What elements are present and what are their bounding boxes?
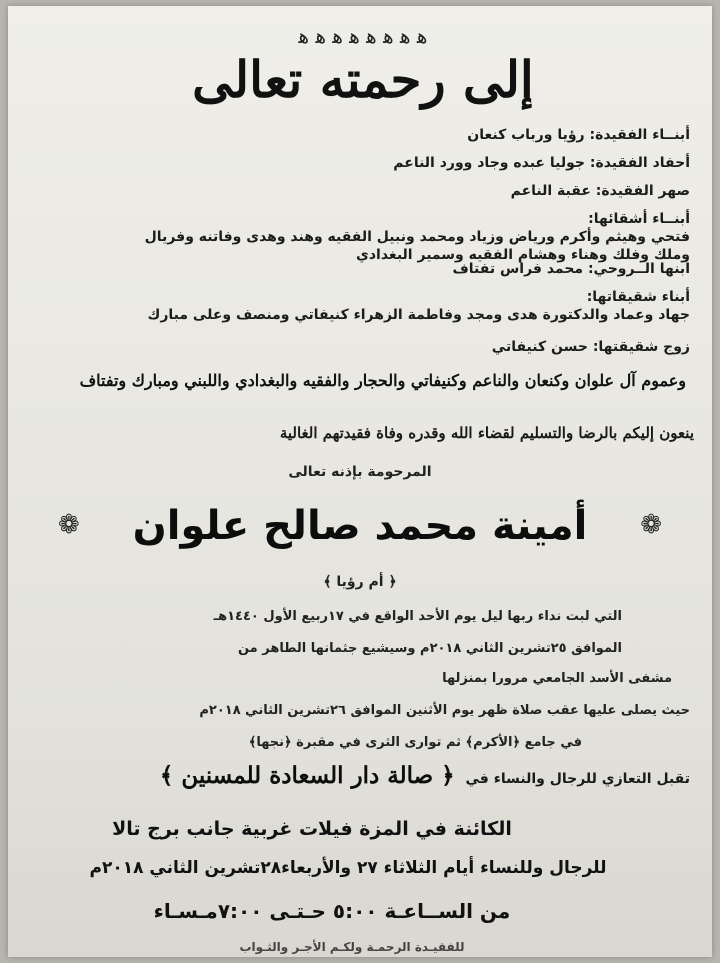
relative-value: جهاد وعماد والدكتورة هدى ومجد وفاطمة الزهراء كنيفاتي ومنصف وعلى مبارك	[147, 307, 690, 323]
relative-value: جوليا عبده وجاد وورد الناعم	[393, 155, 585, 171]
relative-row	[25, 126, 690, 144]
relative-row	[25, 182, 690, 200]
announcement: ينعون إليكم بالرضا والتسليم لقضاء الله وقدره وفاة فقيدتهم الغالية	[279, 424, 694, 442]
families-list: وعموم آل علوان وكنعان والناعم وكنيفاتي والحجار والفقيه والبغدادي واللبني ومبارك وتفتاف	[79, 371, 686, 390]
subtitle: المرحومة بإذنه تعالى	[288, 464, 432, 480]
relative-row	[25, 288, 690, 324]
condolence-line	[20, 762, 690, 789]
hall-location: الكائنة في المزة فيلات غربية جانب برج تالا	[112, 818, 512, 840]
relative-row	[25, 210, 690, 264]
relative-row	[25, 154, 690, 172]
detail-line: في جامع ﴿الأكرم﴾ ثم توارى الثرى في مقبرة ﴿نجها﴾	[248, 735, 582, 750]
deceased-name-box	[58, 498, 662, 554]
header	[68, 16, 658, 121]
nickname: ﴿ أم رؤيا ﴾	[323, 574, 397, 590]
header-title: إلى رحمته تعالى	[192, 50, 534, 109]
relative-label: زوج شقيقتها:	[592, 339, 690, 355]
ornament-right-icon: ❁	[640, 510, 662, 540]
relative-value: محمد فراس تفتاف	[452, 261, 584, 277]
relative-value: رؤيا ورباب كنعان	[467, 127, 585, 143]
condolence-lead: تقبل التعازي للرجال والنساء في	[465, 771, 690, 787]
ornament-left-icon: ❁	[58, 510, 80, 540]
relative-row	[25, 260, 690, 278]
relative-label: صهر الفقيدة:	[595, 183, 690, 199]
relative-value: عقبة الناعم	[510, 183, 591, 199]
detail-line: التي لبت نداء ربها ليل يوم الأحد الواقع في ١٧ربيع الأول ١٤٤٠هـ	[213, 609, 622, 624]
detail-line: مشفى الأسد الجامعي مرورا بمنزلها	[442, 671, 672, 686]
relative-label: أحفاد الفقيدة:	[589, 155, 690, 171]
condolence-hall: ﴿ صالة دار السعادة للمسنين ﴾	[159, 762, 455, 789]
detail-line: الموافق ٢٥تشرين الثاني ٢٠١٨م وسيشيع جثمانها الطاهر من	[237, 641, 622, 656]
header-ornament: ﻫ ﻫ ﻫ ﻫ ﻫ ﻫ ﻫ ﻫ	[298, 24, 428, 48]
deceased-name: أمينة محمد صالح علوان	[132, 503, 588, 549]
detail-line: حيث يصلى عليها عقب صلاة ظهر يوم الأثنين الموافق ٢٦تشرين الثاني ٢٠١٨م	[199, 703, 690, 718]
condolence-days: للرجال وللنساء أيام الثلاثاء ٢٧ والأربعاء٢٨تشرين الثاني ٢٠١٨م	[89, 858, 607, 878]
relative-label: أبنــاء أشقائها:	[588, 211, 690, 227]
relative-value: حسن كنيفاتي	[491, 339, 588, 355]
relative-label: أبنــاء الفقيدة:	[589, 127, 690, 143]
relative-label: ابنها الــروحي:	[587, 261, 690, 277]
relative-row	[25, 338, 690, 356]
relative-value: فتحي وهيثم وأكرم ورياض وزياد ومحمد ونبيل الفقيه وهند وهدى وفاتنه وفريال وملك وفلك وهناء وهشام الفقيه وسمير البغدادي	[144, 229, 690, 263]
closing-line: للفقيـدة الرحمـة ولكـم الأجـر والثـواب	[239, 940, 465, 954]
condolence-hours: من الســاعـة ٥:٠٠ حـتـى ٧:٠٠مـسـاء	[153, 899, 511, 923]
obituary-notice	[8, 6, 712, 957]
relative-label: أبناء شقيقاتها:	[586, 289, 690, 305]
